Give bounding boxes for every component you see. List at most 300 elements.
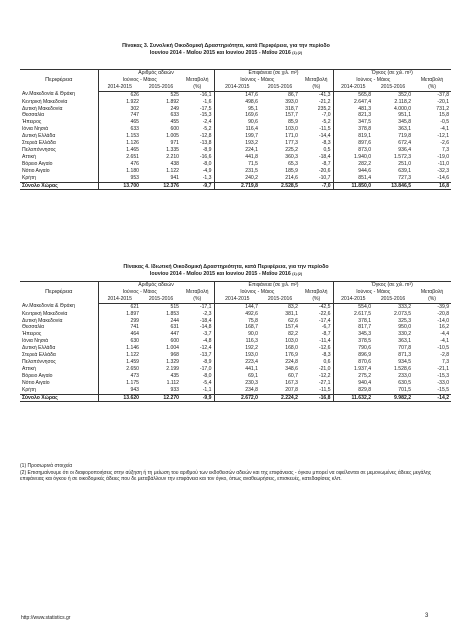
- value-cell: 103,0: [285, 126, 299, 133]
- change-label: Μεταβολή: [186, 288, 209, 295]
- value-cell: -17,0: [199, 365, 212, 372]
- value-cell: 821,3: [333, 112, 373, 119]
- table3-caption-line2: Ιουνίου 2014 - Μαΐου 2015 και Ιουνίου 2015 - Μαΐου 2016 $^{(1) (2)}$: [149, 49, 303, 56]
- value-cell: 2.650: [98, 366, 141, 373]
- value-cell: 2.210: [166, 153, 179, 160]
- value-cell: 348,6: [285, 365, 299, 372]
- pct-header: (%): [300, 84, 333, 91]
- value-cell: -1,1: [202, 386, 212, 393]
- region-cell: Θεσσαλία: [22, 324, 45, 331]
- value-cell: 71,5: [214, 161, 260, 168]
- value-cell: 639,1: [398, 167, 412, 174]
- value-cell: 953: [98, 175, 141, 182]
- value-cell: 631: [170, 324, 179, 331]
- value-cell: -12,2: [318, 372, 331, 379]
- value-cell: 347,5: [333, 119, 373, 126]
- value-cell: 455: [170, 119, 179, 126]
- value-cell: 2.118,2: [394, 98, 412, 105]
- value-cell: 731,2: [436, 105, 450, 112]
- value-cell: 235,2: [317, 105, 331, 112]
- region-cell: Βόρειο Αιγαίο: [22, 160, 53, 167]
- value-cell: 870,6: [333, 359, 373, 366]
- value-cell: -13,8: [199, 140, 212, 147]
- value-cell: 1.572,3: [394, 153, 412, 160]
- value-cell: -2,3: [202, 310, 212, 317]
- value-cell: -15,5: [437, 386, 450, 393]
- value-cell: 1.005: [166, 133, 179, 140]
- year-header: 2014-2015: [333, 296, 373, 303]
- total-value: 2.719,8: [214, 182, 260, 190]
- total-row: [20, 182, 451, 190]
- total-value: 12.376: [141, 182, 181, 190]
- total-value: 13.846,5: [373, 182, 413, 190]
- value-cell: 116,3: [214, 338, 260, 345]
- value-cell: -5,2: [202, 126, 212, 133]
- value-cell: 82,2: [288, 331, 299, 338]
- value-cell: 193,2: [214, 140, 260, 147]
- value-cell: 936,4: [398, 146, 412, 153]
- region-cell: Κρήτη: [22, 174, 36, 181]
- table-row: [20, 99, 451, 106]
- value-cell: 363,1: [398, 338, 412, 345]
- value-cell: -4,9: [202, 167, 212, 174]
- value-cell: -5,2: [321, 119, 331, 126]
- table3: [20, 69, 451, 190]
- total-value: 2.224,2: [260, 394, 300, 402]
- table3-body: [20, 91, 451, 190]
- region-cell: Αν.Μακεδονία & Θράκη: [22, 91, 75, 98]
- table-row: [20, 119, 451, 126]
- period-label: Ιούνιος - Μάιος: [214, 289, 300, 296]
- pct-header: (%): [181, 84, 214, 91]
- value-cell: 95,1: [214, 106, 260, 113]
- value-cell: 199,7: [214, 133, 260, 140]
- value-cell: 302: [98, 106, 141, 113]
- value-cell: 719,8: [398, 133, 412, 140]
- region-cell: Πελοπόννησος: [22, 358, 56, 365]
- value-cell: 167,3: [285, 379, 299, 386]
- year-header: 2015-2016: [260, 84, 300, 91]
- total-value: -9,9: [181, 394, 214, 402]
- value-cell: 1.892: [166, 98, 179, 105]
- value-cell: 251,0: [398, 160, 412, 167]
- region-cell: Δυτική Μακεδονία: [22, 105, 63, 112]
- value-cell: 325,3: [398, 317, 412, 324]
- value-cell: -7,0: [321, 112, 331, 119]
- table-row: [20, 91, 451, 98]
- value-cell: -27,1: [318, 379, 331, 386]
- value-cell: -1,6: [202, 98, 212, 105]
- value-cell: 940,4: [333, 380, 373, 387]
- value-cell: 223,4: [214, 359, 260, 366]
- value-cell: -20,8: [437, 310, 450, 317]
- value-cell: 231,5: [214, 168, 260, 175]
- region-cell: Ήπειρος: [22, 331, 42, 338]
- value-cell: 157,7: [285, 112, 299, 119]
- value-cell: -33,0: [437, 379, 450, 386]
- period-label: Ιούνιος - Μάιος: [333, 289, 413, 296]
- value-cell: -2,6: [440, 140, 450, 147]
- table-row: [20, 331, 451, 338]
- value-cell: 465: [98, 119, 141, 126]
- year-header: 2015-2016: [141, 84, 181, 91]
- value-cell: 1.146: [98, 345, 141, 352]
- value-cell: 707,8: [398, 345, 412, 352]
- change-label: Μεταβολή: [420, 76, 444, 83]
- value-cell: 318,7: [285, 105, 299, 112]
- total-value: 11.632,2: [333, 394, 373, 402]
- total-value: -16,8: [300, 394, 333, 402]
- value-cell: -6,7: [321, 324, 331, 331]
- value-cell: 515: [170, 303, 179, 310]
- table-row: [20, 168, 451, 175]
- value-cell: 621: [98, 303, 141, 310]
- region-cell: Δυτική Ελλάδα: [22, 345, 56, 352]
- period-label: Ιούνιος - Μάιος: [333, 77, 413, 84]
- value-cell: 476: [98, 161, 141, 168]
- value-cell: 1.112: [166, 379, 179, 386]
- value-cell: 633: [98, 126, 141, 133]
- table-row: [20, 338, 451, 345]
- region-cell: Βόρειο Αιγαίο: [22, 372, 53, 379]
- value-cell: 438: [170, 160, 179, 167]
- region-cell: Κεντρική Μακεδονία: [22, 98, 68, 105]
- value-cell: 7,3: [441, 146, 450, 153]
- value-cell: 1.175: [98, 380, 141, 387]
- value-cell: -20,6: [318, 167, 331, 174]
- change-label: Μεταβολή: [305, 288, 328, 295]
- value-cell: 464: [98, 331, 141, 338]
- region-cell: Αττική: [22, 365, 36, 372]
- value-cell: 116,4: [214, 126, 260, 133]
- footer-url-link[interactable]: http://www.statistics.gr: [21, 615, 71, 621]
- table4-caption-line2: Ιουνίου 2014 - Μαΐου 2015 και Ιουνίου 2015 - Μαΐου 2016 $^{(1) (2)}$: [149, 270, 303, 277]
- value-cell: 225,2: [285, 146, 299, 153]
- value-cell: -8,0: [202, 160, 212, 167]
- value-cell: 233,0: [398, 372, 412, 379]
- value-cell: -14,6: [437, 174, 450, 181]
- value-cell: -4,1: [440, 338, 450, 345]
- value-cell: 60,7: [288, 372, 299, 379]
- value-cell: 727,3: [398, 174, 412, 181]
- group-volume-header: Όγκος (σε χιλ. m³): [333, 70, 451, 77]
- value-cell: 1.922: [98, 99, 141, 106]
- value-cell: 1.465: [98, 147, 141, 154]
- value-cell: -8,9: [202, 358, 212, 365]
- period-label: Ιούνιος - Μάιος: [98, 77, 181, 84]
- value-cell: 851,4: [333, 175, 373, 182]
- table-row: [20, 387, 451, 394]
- value-cell: 554,0: [333, 303, 373, 310]
- value-cell: 498,6: [214, 99, 260, 106]
- pct-header: (%): [181, 296, 214, 303]
- value-cell: -18,4: [199, 317, 212, 324]
- value-cell: -12,8: [199, 133, 212, 140]
- total-value: 13.700: [98, 182, 141, 190]
- group-area-header: Επιφάνεια (σε χιλ. m²): [214, 282, 333, 289]
- value-cell: 1.335: [166, 146, 179, 153]
- region-cell: Δυτική Μακεδονία: [22, 317, 63, 324]
- value-cell: -8,7: [321, 160, 331, 167]
- value-cell: 240,2: [214, 175, 260, 182]
- value-cell: 1.180: [98, 168, 141, 175]
- value-cell: 435: [170, 372, 179, 379]
- total-value: 11.850,0: [333, 182, 373, 190]
- value-cell: 2.651: [98, 154, 141, 161]
- year-header: 2015-2016: [141, 296, 181, 303]
- value-cell: -4,4: [440, 331, 450, 338]
- region-cell: Νότιο Αιγαίο: [22, 167, 50, 174]
- value-cell: 1.937,4: [333, 366, 373, 373]
- value-cell: 1.940,0: [333, 154, 373, 161]
- value-cell: 817,7: [333, 324, 373, 331]
- value-cell: 1.528,6: [394, 365, 412, 372]
- pct-header: (%): [413, 296, 451, 303]
- value-cell: -17,1: [199, 303, 212, 310]
- value-cell: 741: [98, 324, 141, 331]
- value-cell: 0,6: [323, 358, 331, 365]
- value-cell: 600: [170, 126, 179, 133]
- table4-caption-line1: Πίνακας 4. Ιδιωτική Οικοδομική Δραστηριότητα, κατά Περιφέρεια, για την περίοδο: [123, 264, 329, 270]
- total-value: 2.528,5: [260, 182, 300, 190]
- value-cell: 103,0: [285, 338, 299, 345]
- value-cell: -8,3: [321, 352, 331, 359]
- table-row: [20, 366, 451, 373]
- value-cell: -19,0: [437, 153, 450, 160]
- change-label: Μεταβολή: [305, 76, 328, 83]
- value-cell: 441,8: [214, 154, 260, 161]
- value-cell: 0,5: [323, 146, 331, 153]
- value-cell: -20,1: [437, 98, 450, 105]
- value-cell: 62,6: [288, 317, 299, 324]
- value-cell: -11,4: [319, 338, 331, 345]
- region-cell: Κρήτη: [22, 386, 36, 393]
- value-cell: 829,8: [333, 387, 373, 394]
- value-cell: -21,0: [318, 365, 331, 372]
- value-cell: -32,3: [437, 167, 450, 174]
- total-value: -14,2: [413, 394, 451, 402]
- year-header: 2014-2015: [333, 84, 373, 91]
- value-cell: 630,5: [398, 379, 412, 386]
- value-cell: 86,7: [288, 91, 299, 98]
- region-cell: Αν.Μακεδονία & Θράκη: [22, 303, 75, 310]
- value-cell: 224,1: [214, 147, 260, 154]
- value-cell: 950,0: [398, 324, 412, 331]
- value-cell: 4.000,0: [394, 105, 412, 112]
- value-cell: 481,3: [333, 106, 373, 113]
- value-cell: 282,2: [333, 161, 373, 168]
- region-cell: Ιόνια Νησιά: [22, 126, 49, 133]
- table-row: [20, 303, 451, 310]
- value-cell: 381,1: [285, 310, 299, 317]
- group-permits-header: Αριθμός αδειών: [98, 70, 214, 77]
- value-cell: -10,5: [437, 345, 450, 352]
- value-cell: 333,2: [398, 303, 412, 310]
- value-cell: -17,5: [199, 105, 212, 112]
- value-cell: 1.122: [166, 167, 179, 174]
- value-cell: -21,1: [437, 365, 450, 372]
- value-cell: -8,3: [321, 140, 331, 147]
- value-cell: 177,3: [285, 140, 299, 147]
- value-cell: 447: [170, 331, 179, 338]
- value-cell: 275,2: [333, 373, 373, 380]
- value-cell: -4,1: [440, 126, 450, 133]
- change-label: Μεταβολή: [420, 288, 444, 295]
- value-cell: 2.617,5: [333, 311, 373, 318]
- table3-caption-line1: Πίνακας 3. Συνολική Οικοδομική Δραστηριότητα, κατά Περιφέρεια, για την περίοδο: [122, 43, 330, 49]
- value-cell: 441,1: [214, 366, 260, 373]
- value-cell: -8,7: [321, 331, 331, 338]
- table-row: [20, 175, 451, 182]
- total-value: -9,7: [181, 182, 214, 190]
- value-cell: -17,4: [318, 317, 331, 324]
- value-cell: 16,2: [439, 324, 450, 331]
- total-label: Σύνολο Χώρας: [20, 182, 98, 190]
- value-cell: -11,5: [319, 386, 331, 393]
- year-header: 2014-2015: [98, 84, 141, 91]
- value-cell: 249: [170, 105, 179, 112]
- value-cell: 234,8: [214, 387, 260, 394]
- value-cell: 2.647,4: [333, 99, 373, 106]
- value-cell: 345,8: [398, 119, 412, 126]
- value-cell: 378,5: [333, 338, 373, 345]
- value-cell: 819,1: [333, 133, 373, 140]
- value-cell: 168,7: [214, 324, 260, 331]
- value-cell: 896,9: [333, 352, 373, 359]
- value-cell: 1.126: [98, 140, 141, 147]
- value-cell: 951,1: [398, 112, 412, 119]
- value-cell: 933: [170, 386, 179, 393]
- value-cell: 790,6: [333, 345, 373, 352]
- value-cell: -16,1: [199, 91, 212, 98]
- table-row: [20, 140, 451, 147]
- value-cell: 224,8: [285, 358, 299, 365]
- value-cell: 90,6: [214, 119, 260, 126]
- page-number: 3: [425, 613, 429, 619]
- total-value: 2.672,0: [214, 394, 260, 402]
- value-cell: 1.122: [98, 352, 141, 359]
- region-cell: Αττική: [22, 153, 36, 160]
- value-cell: 7,3: [441, 358, 450, 365]
- value-cell: 1.329: [166, 358, 179, 365]
- value-cell: 971: [170, 140, 179, 147]
- value-cell: 299: [98, 318, 141, 325]
- table-row: [20, 345, 451, 352]
- region-cell: Ιόνια Νησιά: [22, 338, 49, 345]
- table-row: [20, 133, 451, 140]
- value-cell: 941: [170, 174, 179, 181]
- value-cell: 144,7: [214, 303, 260, 310]
- value-cell: 565,8: [333, 91, 373, 98]
- value-cell: -8,9: [202, 146, 212, 153]
- value-cell: 69,1: [214, 373, 260, 380]
- value-cell: -21,2: [318, 98, 331, 105]
- value-cell: -11,5: [319, 126, 331, 133]
- table-row: [20, 352, 451, 359]
- table-row: [20, 106, 451, 113]
- value-cell: 192,2: [214, 345, 260, 352]
- change-label: Μεταβολή: [186, 76, 209, 83]
- value-cell: 171,0: [285, 133, 299, 140]
- value-cell: 360,3: [285, 153, 299, 160]
- value-cell: 1.153: [98, 133, 141, 140]
- table-row: [20, 147, 451, 154]
- value-cell: 83,2: [288, 303, 299, 310]
- total-value: 12.270: [141, 394, 181, 402]
- table-row: [20, 154, 451, 161]
- value-cell: -11,0: [437, 160, 450, 167]
- table-row: [20, 126, 451, 133]
- value-cell: -5,4: [202, 379, 212, 386]
- value-cell: -14,8: [199, 324, 212, 331]
- year-header: 2015-2016: [373, 84, 413, 91]
- value-cell: 363,1: [398, 126, 412, 133]
- value-cell: 897,6: [333, 140, 373, 147]
- value-cell: 75,8: [214, 318, 260, 325]
- value-cell: 944,6: [333, 168, 373, 175]
- value-cell: 169,6: [214, 112, 260, 119]
- table4-body: [20, 303, 451, 402]
- value-cell: 214,6: [285, 174, 299, 181]
- table-row: [20, 311, 451, 318]
- value-cell: 378,8: [333, 126, 373, 133]
- note-2: (2) Επισημαίνουμε ότι οι διαφοροποιήσεις στην αύξηση ή τη μείωση του αριθμού των εκδοθεισών αδειών και της επιφάνειας - όγκου μπορεί να οφείλονται σε μεμονωμένες άδειες μεγάλης επιφάνειας και όγκου ή σε οικοδομικές άδειες που δε μεταβάλλουν την επιφάνεια και τον όγκο, όπως αναθεωρήσεις, επισκευές, κατεδαφίσεις κλπ.: [20, 469, 432, 482]
- value-cell: 600: [170, 338, 179, 345]
- year-header: 2014-2015: [214, 296, 260, 303]
- table-row: [20, 373, 451, 380]
- value-cell: 2.199: [166, 365, 179, 372]
- total-row: [20, 394, 451, 402]
- value-cell: 1.853: [166, 310, 179, 317]
- note-1: (1) Προσωρινά στοιχεία: [20, 463, 73, 469]
- value-cell: -41,3: [318, 91, 331, 98]
- region-cell: Κεντρική Μακεδονία: [22, 310, 68, 317]
- value-cell: 492,6: [214, 311, 260, 318]
- value-cell: 157,4: [285, 324, 299, 331]
- total-label: Σύνολο Χώρας: [20, 394, 98, 402]
- value-cell: 378,1: [333, 318, 373, 325]
- value-cell: 393,0: [285, 98, 299, 105]
- group-permits-header: Αριθμός αδειών: [98, 282, 214, 289]
- value-cell: -16,6: [199, 153, 212, 160]
- value-cell: -2,8: [440, 352, 450, 359]
- value-cell: 968: [170, 352, 179, 359]
- value-cell: -10,7: [318, 174, 331, 181]
- value-cell: 473: [98, 373, 141, 380]
- total-value: 13.620: [98, 394, 141, 402]
- value-cell: -12,6: [318, 345, 331, 352]
- value-cell: 525: [170, 91, 179, 98]
- value-cell: 168,0: [285, 345, 299, 352]
- group-volume-header: Όγκος (σε χιλ. m³): [333, 282, 451, 289]
- region-cell: Νότιο Αιγαίο: [22, 379, 50, 386]
- value-cell: 633: [170, 112, 179, 119]
- value-cell: 1.004: [166, 345, 179, 352]
- value-cell: 90,0: [214, 331, 260, 338]
- total-value: -7,0: [300, 182, 333, 190]
- value-cell: 330,2: [398, 331, 412, 338]
- value-cell: 176,9: [285, 352, 299, 359]
- value-cell: -12,4: [199, 345, 212, 352]
- value-cell: 630: [98, 338, 141, 345]
- value-cell: -14,4: [318, 133, 331, 140]
- value-cell: 207,8: [285, 386, 299, 393]
- value-cell: -39,9: [437, 303, 450, 310]
- value-cell: -37,8: [437, 91, 450, 98]
- table-row: [20, 161, 451, 168]
- value-cell: 1.897: [98, 311, 141, 318]
- value-cell: -1,3: [202, 174, 212, 181]
